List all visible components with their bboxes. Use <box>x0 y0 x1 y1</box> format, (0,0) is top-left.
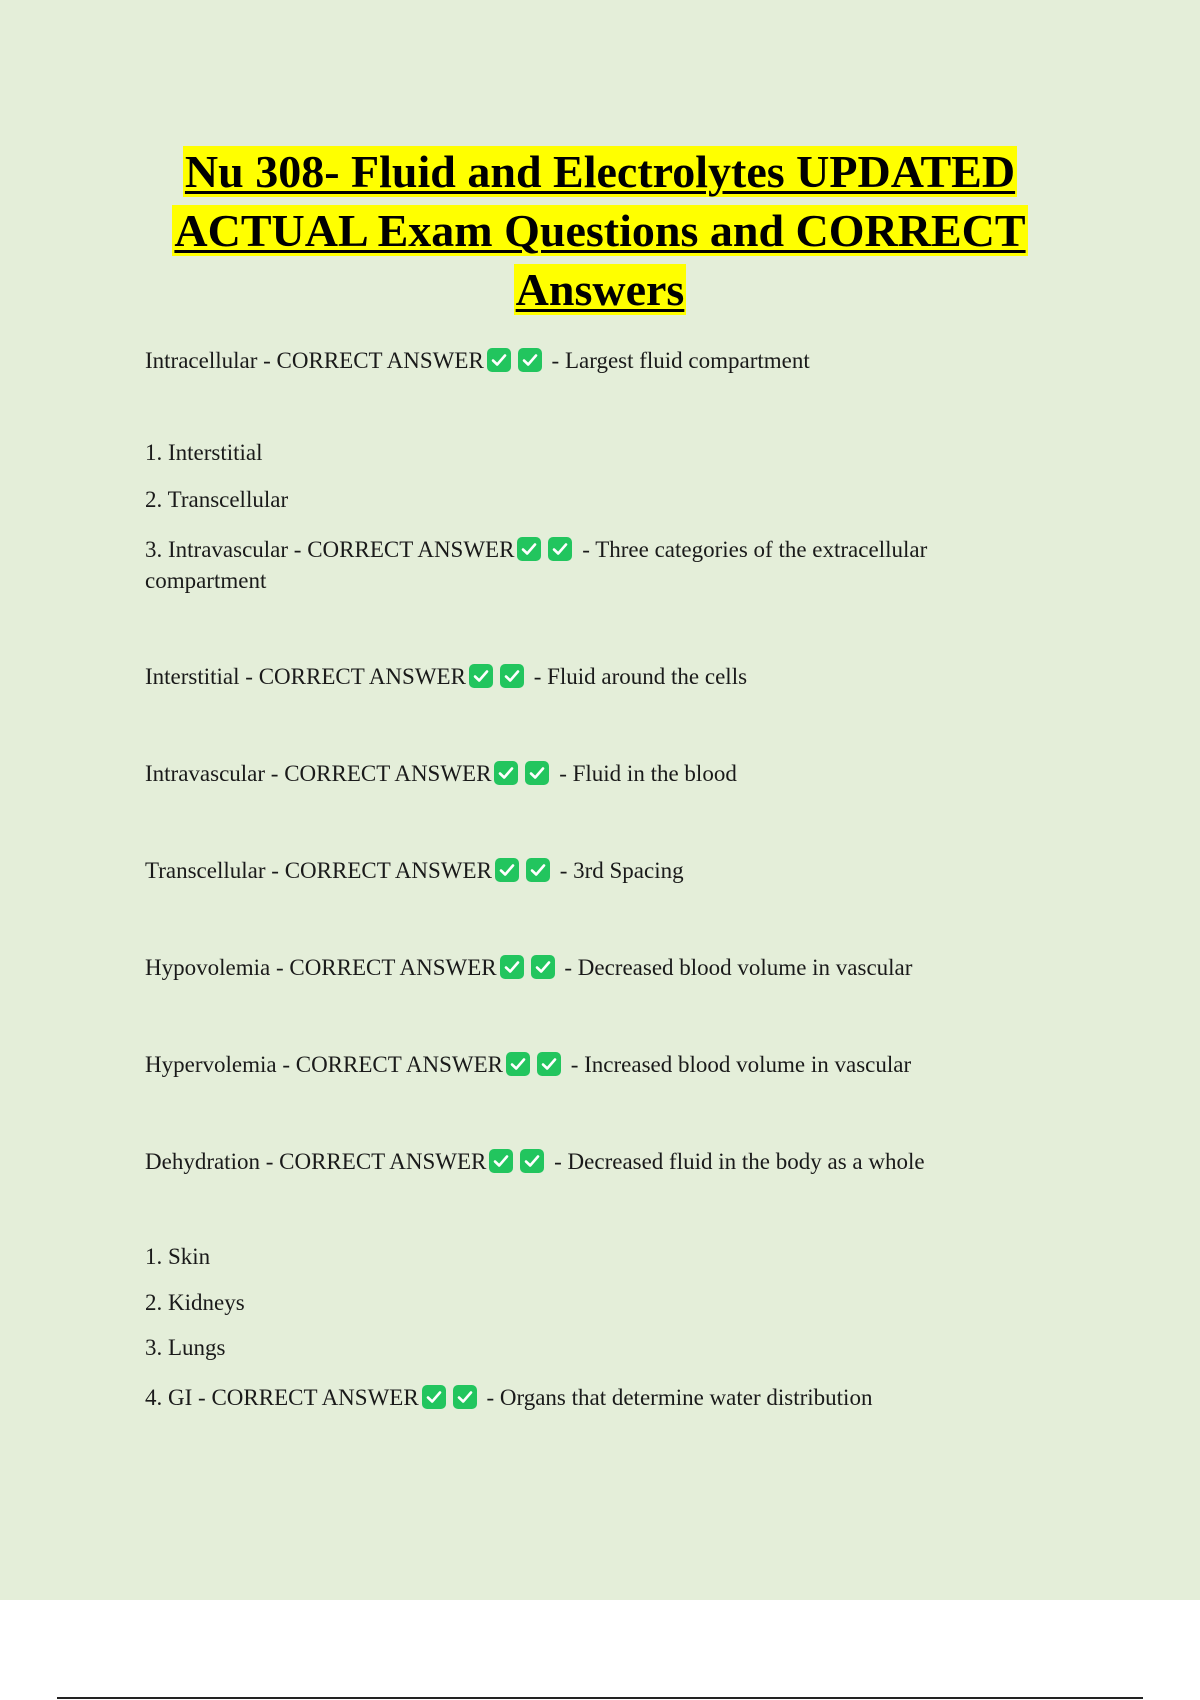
entry-definition: - Fluid in the blood <box>553 761 737 786</box>
qa-entry <box>145 1049 1005 1080</box>
correct-answer-label: CORRECT ANSWER <box>289 955 497 980</box>
correct-answer-label: CORRECT ANSWER <box>258 664 466 689</box>
qa-entry <box>145 345 1005 376</box>
entry-term: Hypovolemia - <box>145 955 290 980</box>
check-mark-icon <box>489 1149 513 1173</box>
list-item: 2. Transcellular <box>145 487 289 512</box>
correct-answer-label: CORRECT ANSWER <box>284 858 492 883</box>
entry-term: Hypervolemia - <box>145 1052 296 1077</box>
title-line-1: Nu 308- Fluid and Electrolytes UPDATED <box>184 146 1016 197</box>
title-line-2: ACTUAL Exam Questions and CORRECT <box>174 205 1026 256</box>
qa-entry <box>145 534 1005 596</box>
entry-definition: - Decreased blood volume in vascular <box>558 955 913 980</box>
qa-entry <box>145 758 1005 789</box>
correct-answer-label: CORRECT ANSWER <box>307 537 515 562</box>
correct-answer-label: CORRECT ANSWER <box>211 1385 419 1410</box>
entry-term: Intracellular - <box>145 348 277 373</box>
document-title <box>100 142 1100 319</box>
correct-answer-label: CORRECT ANSWER <box>276 348 484 373</box>
check-mark-icon <box>494 761 518 785</box>
entry-term: Dehydration - <box>145 1149 280 1174</box>
check-mark-icon <box>495 858 519 882</box>
title-line-3: Answers <box>515 264 685 315</box>
entry-term: Transcellular - <box>145 858 285 883</box>
check-mark-icon <box>487 348 511 372</box>
entry-term: 3. Intravascular - <box>145 537 308 562</box>
entry-definition: - Fluid around the cells <box>527 664 748 689</box>
check-mark-icon <box>453 1385 477 1409</box>
entry-definition: - Increased blood volume in vascular <box>564 1052 912 1077</box>
correct-answer-label: CORRECT ANSWER <box>284 761 492 786</box>
entry-definition: - Three categories of the extracellular compartment <box>145 537 928 593</box>
list-item: 1. Skin <box>145 1244 211 1269</box>
bottom-divider <box>57 1697 1143 1699</box>
qa-entry <box>145 855 1005 886</box>
check-mark-icon <box>518 348 542 372</box>
correct-answer-label: CORRECT ANSWER <box>279 1149 487 1174</box>
check-mark-icon <box>506 1052 530 1076</box>
entry-term: Intravascular - <box>145 761 285 786</box>
qa-entry <box>145 661 1005 692</box>
check-mark-icon <box>526 858 550 882</box>
check-mark-icon <box>531 955 555 979</box>
check-mark-icon <box>517 537 541 561</box>
list-item: 1. Interstitial <box>145 440 263 465</box>
check-mark-icon <box>537 1052 561 1076</box>
entry-definition: - Organs that determine water distribution <box>480 1385 873 1410</box>
check-mark-icon <box>422 1385 446 1409</box>
entry-term: 4. GI - <box>145 1385 212 1410</box>
entry-definition: - Largest fluid compartment <box>545 348 810 373</box>
check-mark-icon <box>520 1149 544 1173</box>
entry-term: Interstitial - <box>145 664 259 689</box>
check-mark-icon <box>500 955 524 979</box>
check-mark-icon <box>548 537 572 561</box>
check-mark-icon <box>500 664 524 688</box>
check-mark-icon <box>469 664 493 688</box>
qa-entry <box>145 952 1005 983</box>
list-item: 3. Lungs <box>145 1335 226 1360</box>
qa-entry <box>145 1382 1005 1413</box>
check-mark-icon <box>525 761 549 785</box>
qa-entry <box>145 1146 1005 1177</box>
entry-definition: - Decreased fluid in the body as a whole <box>548 1149 925 1174</box>
entry-definition: - 3rd Spacing <box>553 858 684 883</box>
list-item: 2. Kidneys <box>145 1290 245 1315</box>
correct-answer-label: CORRECT ANSWER <box>295 1052 503 1077</box>
